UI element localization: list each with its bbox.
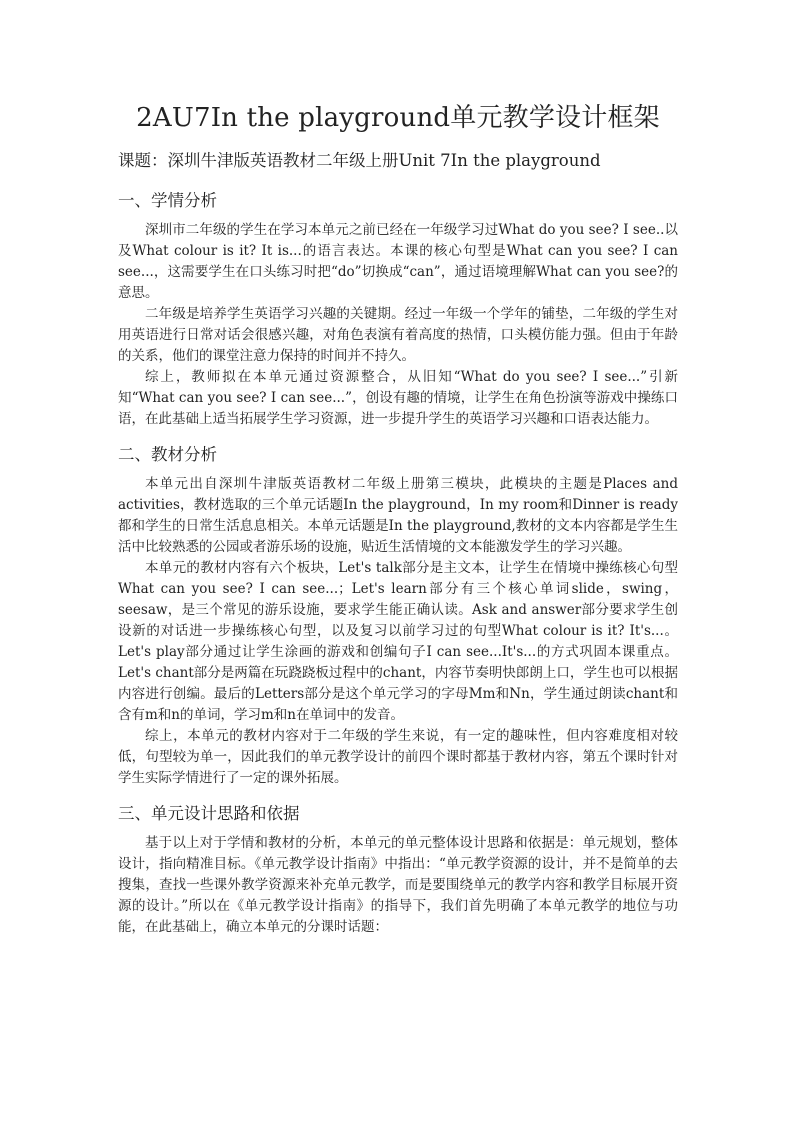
lesson-subject: 课题：深圳牛津版英语教材二年级上册Unit 7In the playground (118, 151, 601, 170)
paragraph: 二年级是培养学生英语学习兴趣的关键期。经过一年级一个学年的铺垫，二年级的学生对用英语进行日常对话会很感兴趣，对角色表演有着高度的热情，口头模仿能力强。但由于年龄的关系，他们的课堂注意力保持的时间并不持久。 (118, 306, 678, 364)
paragraph: 本单元出自深圳牛津版英语教材二年级上册第三模块，此模块的主题是Places and activities，教材选取的三个单元话题In the playground，In my room和Dinner is ready都和学生的日常生活息息相关。本单元话题是In the playground,教材的文本内容都是学生生活中比较熟悉的公园或者游乐场的设施，贴近生活情境的文本能激发学生的学习兴趣。 (118, 476, 678, 555)
section-student-analysis (118, 184, 678, 430)
section-heading: 一、学情分析 (118, 191, 217, 210)
document-page (118, 96, 678, 938)
paragraph: 基于以上对于学情和教材的分析，本单元的单元整体设计思路和依据是：单元规划，整体设计，指向精准目标。《单元教学设计指南》中指出：“单元教学资源的设计，并不是简单的去搜集，查找一些课外教学资源来补充单元教学，而是要围绕单元的教学内容和教学目标展开资源的设计。”所以在《单元教学设计指南》的指导下，我们首先明确了本单元教学的地位与功能，在此基础上，确立本单元的分课时话题： (118, 835, 678, 935)
paragraph: 综上，本单元的教材内容对于二年级的学生来说，有一定的趣味性，但内容难度相对较低，句型较为单一，因此我们的单元教学设计的前四个课时都基于教材内容，第五个课时针对学生实际学情进行了一定的课外拓展。 (118, 728, 678, 786)
paragraph: 本单元的教材内容有六个板块，Let's talk部分是主文本，让学生在情境中操练核心句型What can you see? I can see...；Let's learn部分有三个核心单词slide，swing，seesaw，是三个常见的游乐设施，要求学生能正确认读。Ask and answer部分要求学生创设新的对话进一步操练核心句型，以及复习以前学习过的句型What colour is it? It's...。Let's play部分通过让学生涂画的游戏和创编句子I can see...It's...的方式巩固本课重点。Let's chant部分是两篇在玩跷跷板过程中的chant，内容节奏明快郎朗上口，学生也可以根据内容进行创编。最后的Letters部分是这个单元学习的字母Mm和Nn，学生通过朗读chant和含有m和n的单词，学习m和n在单词中的发音。 (118, 560, 678, 723)
section-textbook-analysis (118, 438, 678, 789)
section-heading: 二、教材分析 (118, 445, 217, 464)
document-title: 2AU7In the playground单元教学设计框架 (136, 103, 660, 133)
paragraph: 综上，教师拟在本单元通过资源整合，从旧知“What do you see? I see...”引新知“What can you see? I can see...”，创设有趣的情境，让学生在角色扮演等游戏中操练口语，在此基础上适当拓展学生学习资源，进一步提升学生的英语学习兴趣和口语表达能力。 (118, 369, 678, 427)
section-design-rationale (118, 797, 678, 938)
section-heading: 三、单元设计思路和依据 (118, 804, 300, 823)
paragraph: 深圳市二年级的学生在学习本单元之前已经在一年级学习过What do you see? I see..以及What colour is it? It is...的语言表达。本课的核心句型是What can you see? I can see...，这需要学生在口头练习时把“do”切换成“can”，通过语境理解What can you see?的意思。 (118, 222, 678, 301)
